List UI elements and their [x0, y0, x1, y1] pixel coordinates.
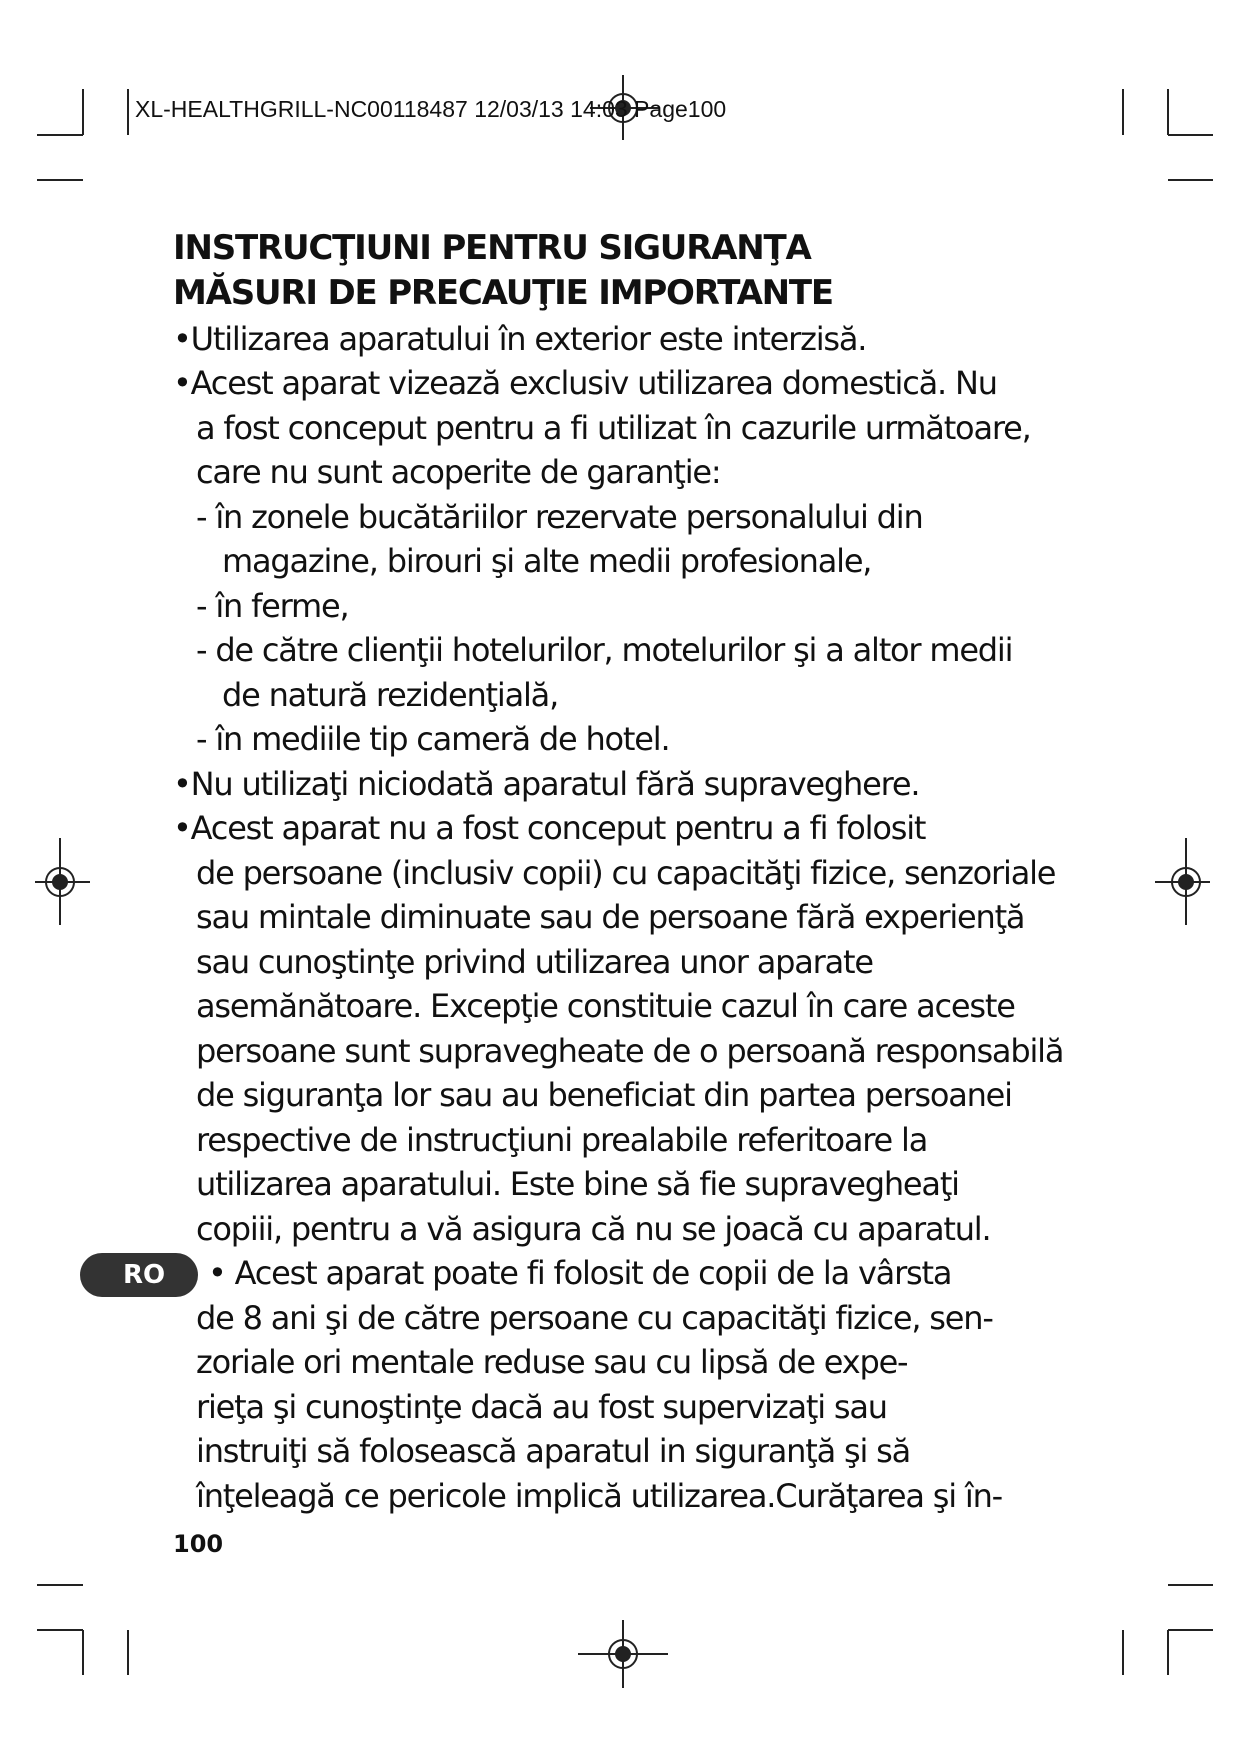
text-line: - în ferme, [196, 587, 349, 625]
text-line: sau mintale diminuate sau de persoane fără experienţă [196, 898, 1025, 936]
text-line: magazine, birouri şi alte medii profesionale, [222, 542, 872, 580]
text-line: •Nu utilizaţi niciodată aparatul fără supraveghere. [173, 765, 920, 803]
text-line: •Acest aparat nu a fost conceput pentru a fi folosit [173, 809, 926, 847]
text-line: respective de instrucţiuni prealabile referitoare la [196, 1121, 928, 1159]
text-line: de persoane (inclusiv copii) cu capacităţi fizice, senzoriale [196, 854, 1056, 892]
text-line: de 8 ani şi de către persoane cu capacităţi fizice, sen- [196, 1299, 993, 1337]
text-line: - de către clienţii hotelurilor, motelurilor şi a altor medii [196, 631, 1013, 669]
registration-mark-right [1155, 838, 1210, 925]
heading-important-precautions: MĂSURI DE PRECAUŢIE IMPORTANTE [173, 273, 833, 313]
text-line: - în mediile tip cameră de hotel. [196, 720, 670, 758]
text-line: asemănătoare. Excepţie constituie cazul în care aceste [196, 987, 1015, 1025]
text-line: zoriale ori mentale reduse sau cu lipsă de expe- [196, 1343, 908, 1381]
registration-mark-left [35, 838, 90, 925]
text-line: a fost conceput pentru a fi utilizat în cazurile următoare, [196, 409, 1031, 447]
text-line: de siguranţa lor sau au beneficiat din partea persoanei [196, 1076, 1012, 1114]
text-line: utilizarea aparatului. Este bine să fie supravegheaţi [196, 1165, 959, 1203]
registration-mark-bottom [578, 1620, 668, 1688]
heading-safety-instructions: INSTRUCŢIUNI PENTRU SIGURANŢA [173, 228, 811, 268]
text-line: • Acest aparat poate fi folosit de copii de la vârsta [208, 1254, 952, 1292]
text-line: rieţa şi cunoştinţe dacă au fost supervizaţi sau [196, 1388, 887, 1426]
text-line: înţeleagă ce pericole implică utilizarea.Curăţarea şi în- [196, 1477, 1002, 1515]
text-line: •Acest aparat vizează exclusiv utilizarea domestică. Nu [173, 364, 997, 402]
page-number: 100 [173, 1530, 224, 1558]
text-line: de natură rezidenţială, [222, 676, 559, 714]
print-slug-header: XL-HEALTHGRILL-NC00118487 12/03/13 14:03 Page100 [135, 96, 727, 122]
text-line: care nu sunt acoperite de garanţie: [196, 453, 721, 491]
text-line: instruiţi să folosească aparatul in siguranţă şi să [196, 1432, 910, 1470]
text-line: - în zonele bucătăriilor rezervate personalului din [196, 498, 923, 536]
language-badge-ro: RO [80, 1253, 198, 1297]
text-line: persoane sunt supravegheate de o persoană responsabilă [196, 1032, 1064, 1070]
text-line: copiii, pentru a vă asigura că nu se joacă cu aparatul. [196, 1210, 991, 1248]
text-line: •Utilizarea aparatului în exterior este interzisă. [173, 320, 867, 358]
text-line: sau cunoştinţe privind utilizarea unor aparate [196, 943, 873, 981]
